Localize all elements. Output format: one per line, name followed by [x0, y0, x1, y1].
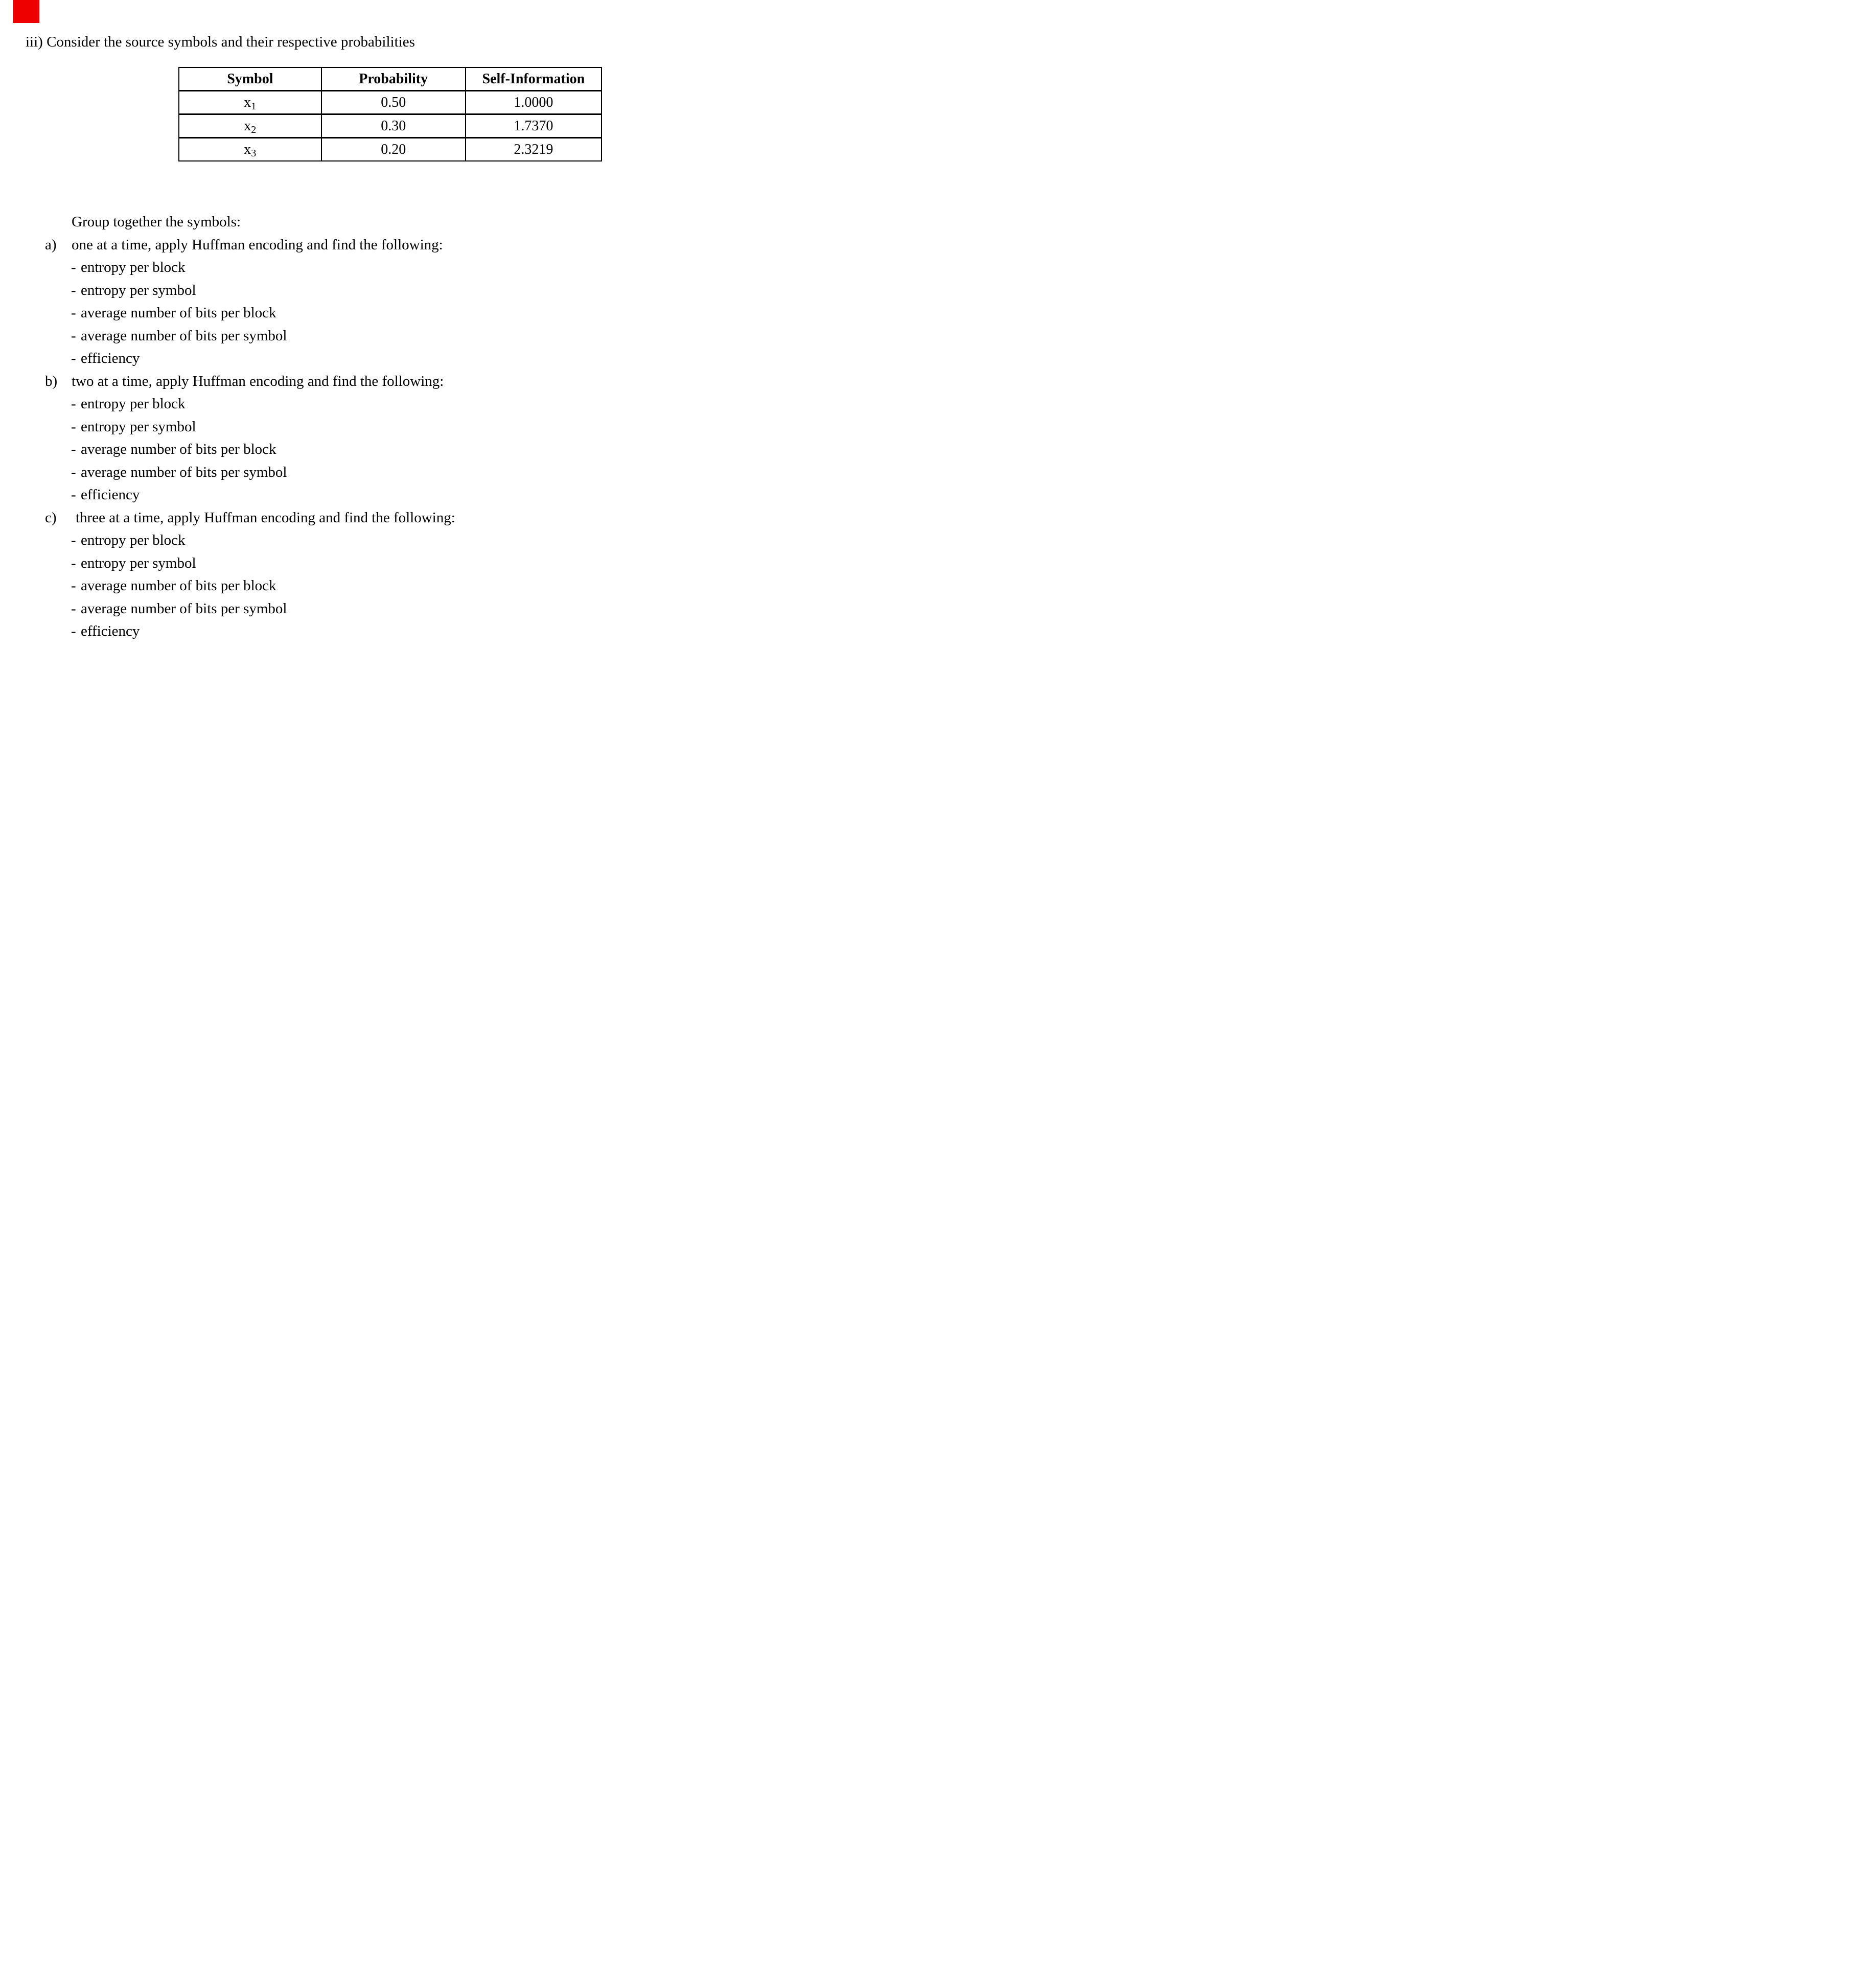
list-item [0, 620, 624, 643]
instruction-list [0, 211, 624, 643]
dash-bullet: - [71, 532, 76, 548]
item-text: entropy per block [81, 396, 186, 412]
list-item [0, 302, 624, 325]
dash-bullet: - [71, 623, 76, 639]
table-header-row [179, 67, 602, 91]
cell-probability: 0.20 [321, 138, 466, 161]
item-text: average number of bits per symbol [81, 327, 287, 344]
list-item [0, 483, 624, 506]
list-item [0, 256, 624, 279]
cell-probability: 0.50 [321, 91, 466, 114]
item-text: average number of bits per block [81, 577, 276, 594]
symbol-probability-table [178, 67, 602, 161]
list-item [0, 552, 624, 575]
list-item [0, 347, 624, 370]
dash-bullet: - [71, 577, 76, 594]
dash-bullet: - [71, 441, 76, 457]
dash-bullet: - [71, 487, 76, 503]
dash-bullet: - [71, 418, 76, 435]
header-self-information: Self-Information [466, 67, 602, 91]
cell-self-information: 1.0000 [466, 91, 602, 114]
intro-text: Group together the symbols: [72, 214, 241, 230]
cell-symbol: $x_2$ [179, 114, 321, 138]
section-a-label: a) [45, 236, 57, 253]
cell-self-information: 1.7370 [466, 114, 602, 138]
item-text: efficiency [81, 487, 140, 503]
dash-bullet: - [71, 396, 76, 412]
table-row [179, 138, 602, 161]
item-text: entropy per symbol [81, 282, 196, 298]
section-c-text: three at a time, apply Huffman encoding and find the following: [76, 509, 455, 526]
item-text: efficiency [81, 623, 140, 639]
section-c-label: c) [45, 509, 57, 526]
symbol-subscript: 1 [251, 100, 257, 112]
table-row [179, 91, 602, 114]
list-item [0, 392, 624, 415]
header-probability: Probability [321, 67, 466, 91]
list-item [0, 415, 624, 438]
item-text: entropy per symbol [81, 418, 196, 435]
symbol-subscript: 2 [251, 124, 257, 135]
section-b-heading [0, 370, 624, 393]
item-text: efficiency [81, 350, 140, 366]
dash-bullet: - [71, 259, 76, 275]
list-item [0, 461, 624, 484]
section-a-heading [0, 234, 624, 257]
cell-probability: 0.30 [321, 114, 466, 138]
list-item [0, 529, 624, 552]
dash-bullet: - [71, 305, 76, 321]
intro-line [0, 211, 624, 234]
red-scan-marker [13, 0, 39, 23]
item-text: average number of bits per block [81, 305, 276, 321]
item-text: entropy per block [81, 532, 186, 548]
dash-bullet: - [71, 464, 76, 480]
document-page [0, 0, 624, 663]
list-item [0, 325, 624, 348]
item-text: entropy per symbol [81, 554, 196, 571]
dash-bullet: - [71, 282, 76, 298]
section-a-text: one at a time, apply Huffman encoding and find the following: [72, 236, 443, 253]
symbol-subscript: 3 [251, 147, 257, 159]
section-b-text: two at a time, apply Huffman encoding and find the following: [72, 373, 444, 389]
problem-title: iii) Consider the source symbols and their respective probabilities [26, 34, 415, 50]
dash-bullet: - [71, 554, 76, 571]
list-item [0, 279, 624, 302]
table-row [179, 114, 602, 138]
section-b-label: b) [45, 373, 58, 389]
list-item [0, 597, 624, 620]
dash-bullet: - [71, 350, 76, 366]
item-text: entropy per block [81, 259, 186, 275]
dash-bullet: - [71, 600, 76, 617]
item-text: average number of bits per symbol [81, 600, 287, 617]
cell-symbol: $x_1$ [179, 91, 321, 114]
dash-bullet: - [71, 327, 76, 344]
item-text: average number of bits per block [81, 441, 276, 457]
cell-symbol: $x_3$ [179, 138, 321, 161]
list-item [0, 574, 624, 597]
header-symbol: Symbol [227, 71, 273, 87]
cell-self-information: 2.3219 [466, 138, 602, 161]
list-item [0, 438, 624, 461]
item-text: average number of bits per symbol [81, 464, 287, 480]
section-c-heading [0, 506, 624, 529]
